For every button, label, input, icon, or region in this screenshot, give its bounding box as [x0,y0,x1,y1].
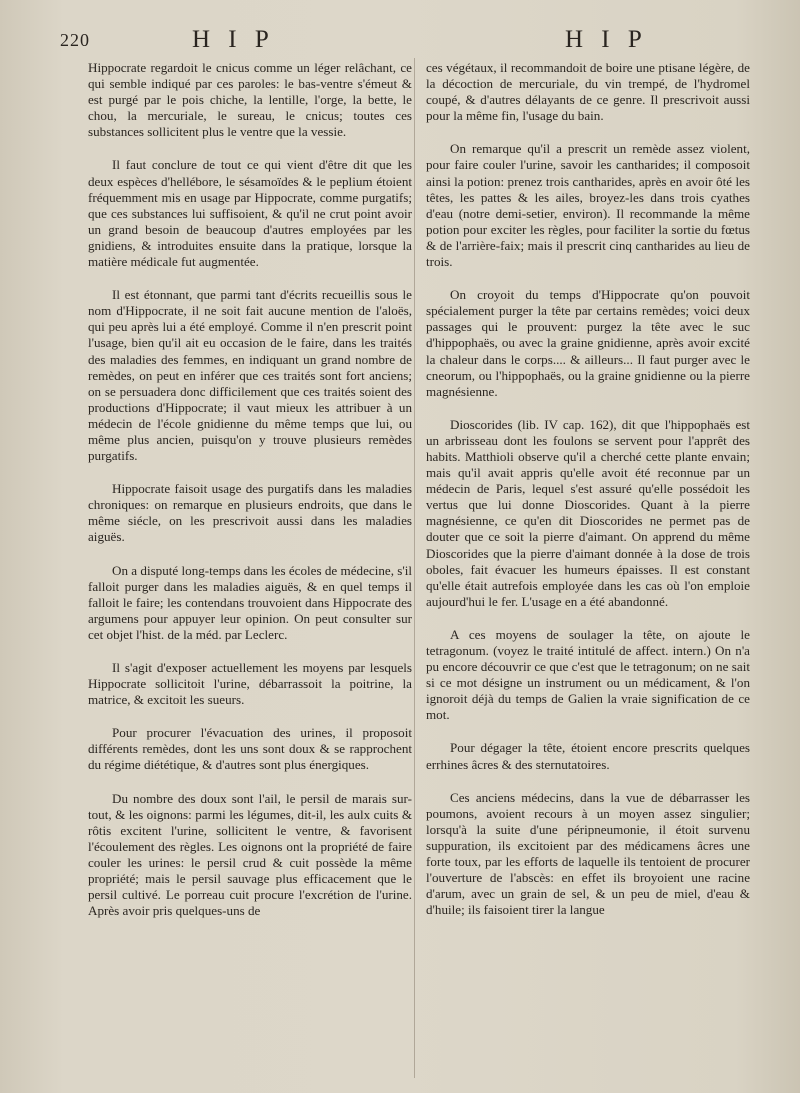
right-text-column [426,60,750,935]
paragraph: Il est étonnant, que parmi tant d'écrits recueillis sous le nom d'Hippocrate, il ne soit fait aucune mention de l'aloës, qui peu après lui a été employé. Comme il n'en prescrit point l'usage, bien qu'il ait eu occasion de le faire, dans les traités des maladies des femmes, en indiquant un grand nombre de remèdes, on peut en inférer que ces traités sont fort anciens; on se persuadera donc difficilement que ces traités soient des productions d'Hippocrate; il vaut mieux les attribuer à un médecin de l'école gnidienne du même temps que lui, ou même plus ancien, puisqu'on y trouve plusieurs remèdes purgatifs. [88,287,412,464]
page-number: 220 [60,30,90,50]
running-head-right: H I P [565,26,648,53]
paragraph: Pour dégager la tête, étoient encore prescrits quelques errhines âcres & des sternutatoires. [426,740,750,772]
paragraph: Il s'agit d'exposer actuellement les moyens par lesquels Hippocrate sollicitoit l'urine, débarrassoit la poitrine, la matrice, & excitoit les sueurs. [88,660,412,708]
paragraph: Pour procurer l'évacuation des urines, il proposoit différents remèdes, dont les uns sont doux & se rapprochent du régime diététique, & d'autres sont plus énergiques. [88,725,412,773]
paragraph: On remarque qu'il a prescrit un remède assez violent, pour faire couler l'urine, savoir les cantharides; il composoit ainsi la potion: prenez trois cantharides, après en avoir ôté les têtes, les pattes & les ailes, broyez-les dans trois cyathes d'eau (notre demi-setier, environ). Il recommande la même potion pour exciter les règles, pour faciliter la sortie du fœtus & de l'arrière-faix; mais il prescrit cinq cantharides au lieu de trois. [426,141,750,270]
paragraph: ces végétaux, il recommandoit de boire une ptisane légère, de la décoction de mercuriale, du vin trempé, de l'hydromel coupé, & d'autres délayants de ce genre. Il prescrivoit aussi pour la même fin, l'usage du bain. [426,60,750,124]
paragraph: Hippocrate faisoit usage des purgatifs dans les maladies chroniques: on remarque en plusieurs endroits, que dans le même siécle, on les prescrivoit aussi dans les maladies aiguës. [88,481,412,545]
paragraph: Hippocrate regardoit le cnicus comme un léger relâchant, ce qui semble indiqué par ces paroles: le bas-ventre s'émeut & est purgé par le pois chiche, la lentille, l'orge, la bette, le chou, la mercuriale, le sureau, le cnicus; toutes ces substances sollicitent plus le ventre que la vessie. [88,60,412,140]
paragraph: A ces moyens de soulager la tête, on ajoute le tetragonum. (voyez le traité intitulé de affect. intern.) On n'a pu encore découvrir ce que c'est que le tetragonum; on ne sait si ce mot désigne un instrument ou un médicament, & l'on ignoroit déjà du temps de Galien la vraie signification de ce mot. [426,626,750,723]
paragraph: Du nombre des doux sont l'ail, le persil de marais sur-tout, & les oignons: parmi les légumes, dit-il, les aulx cuits & rôtis excitent l'urine, sollicitent le ventre, & favorisent l'écoulement des règles. Les oignons ont la propriété de faire couler les urines: le persil crud & cuit possède la même propriété; mais le persil sauvage plus efficacement que le persil cultivé. Le porreau cuit procure l'excrétion de l'urine. Après avoir pris quelques-uns de [88,790,412,919]
paragraph: Ces anciens médecins, dans la vue de débarrasser les poumons, avoient recours à un moyen assez singulier; lorsqu'à la suite d'une péripneumonie, il étoit survenu suppuration, ils excitoient par des médicamens âcres une forte toux, par les efforts de laquelle ils tentoient de procurer l'ouverture de l'abscès: en effet ils broyoient une racine d'arum, avec un grain de sel, & un peu de miel, d'eau & d'huile; ils faisoient tirer la langue [426,789,750,918]
paragraph: On a disputé long-temps dans les écoles de médecine, s'il falloit purger dans les maladies aiguës, & en quel temps il falloit le faire; les contendans trouvoient dans Hippocrate des argumens pour appuyer leur opinion. On peut consulter sur cet objet l'hist. de la méd. par Leclerc. [88,562,412,642]
paragraph: Il faut conclure de tout ce qui vient d'être dit que les deux espèces d'hellébore, le sésamoïdes & le peplium étoient fréquemment mis en usage par Hippocrate, comme purgatifs; que ces substances lui suffisoient, & qu'il ne crut point avoir un grand besoin de beaucoup d'autres employées par les gnidiens, & introduites ensuite dans la pratique, lorsque la matière médicale fut augmentée. [88,157,412,270]
page-header [60,26,774,56]
paragraph: On croyoit du temps d'Hippocrate qu'on pouvoit spécialement purger la tête par certains remèdes; voici deux passages qui le prouvent: purgez la tête avec le suc d'hippophaës, ou avec la graine gnidienne, après avoir excité la chaleur dans le corps.... & ailleurs... Il faut purger avec le cneorum, ou l'hippophaës, ou la graine gnidienne ou la pierre magnésienne. [426,287,750,399]
paragraph: Dioscorides (lib. IV cap. 162), dit que l'hippophaës est un arbrisseau dont les foulons se servent pour l'apprêt des habits. Matthioli observe qu'il a cherché cette plante envain; mais qu'il avait appris qu'elle avoit été reconnue par un médecin de Paris, lequel s'est assuré qu'elle possédoit les vertus que lui donne Dioscorides. Quant à la pierre magnésienne, ce qu'en dit Dioscorides ne permet pas de douter que ce soit la pierre d'aimant. On apprend du même Dioscorides que la pierre d'aimant donnée à la dose de trois oboles, fait évacuer les humeurs épaisses. Il est constant qu'elle était autrefois employée dans les cas où l'on emploie aujourd'hui le fer. L'usage en a été abandonné. [426,416,750,609]
running-head-left: H I P [192,26,275,53]
column-divider [414,58,415,1078]
left-text-column [88,60,412,936]
